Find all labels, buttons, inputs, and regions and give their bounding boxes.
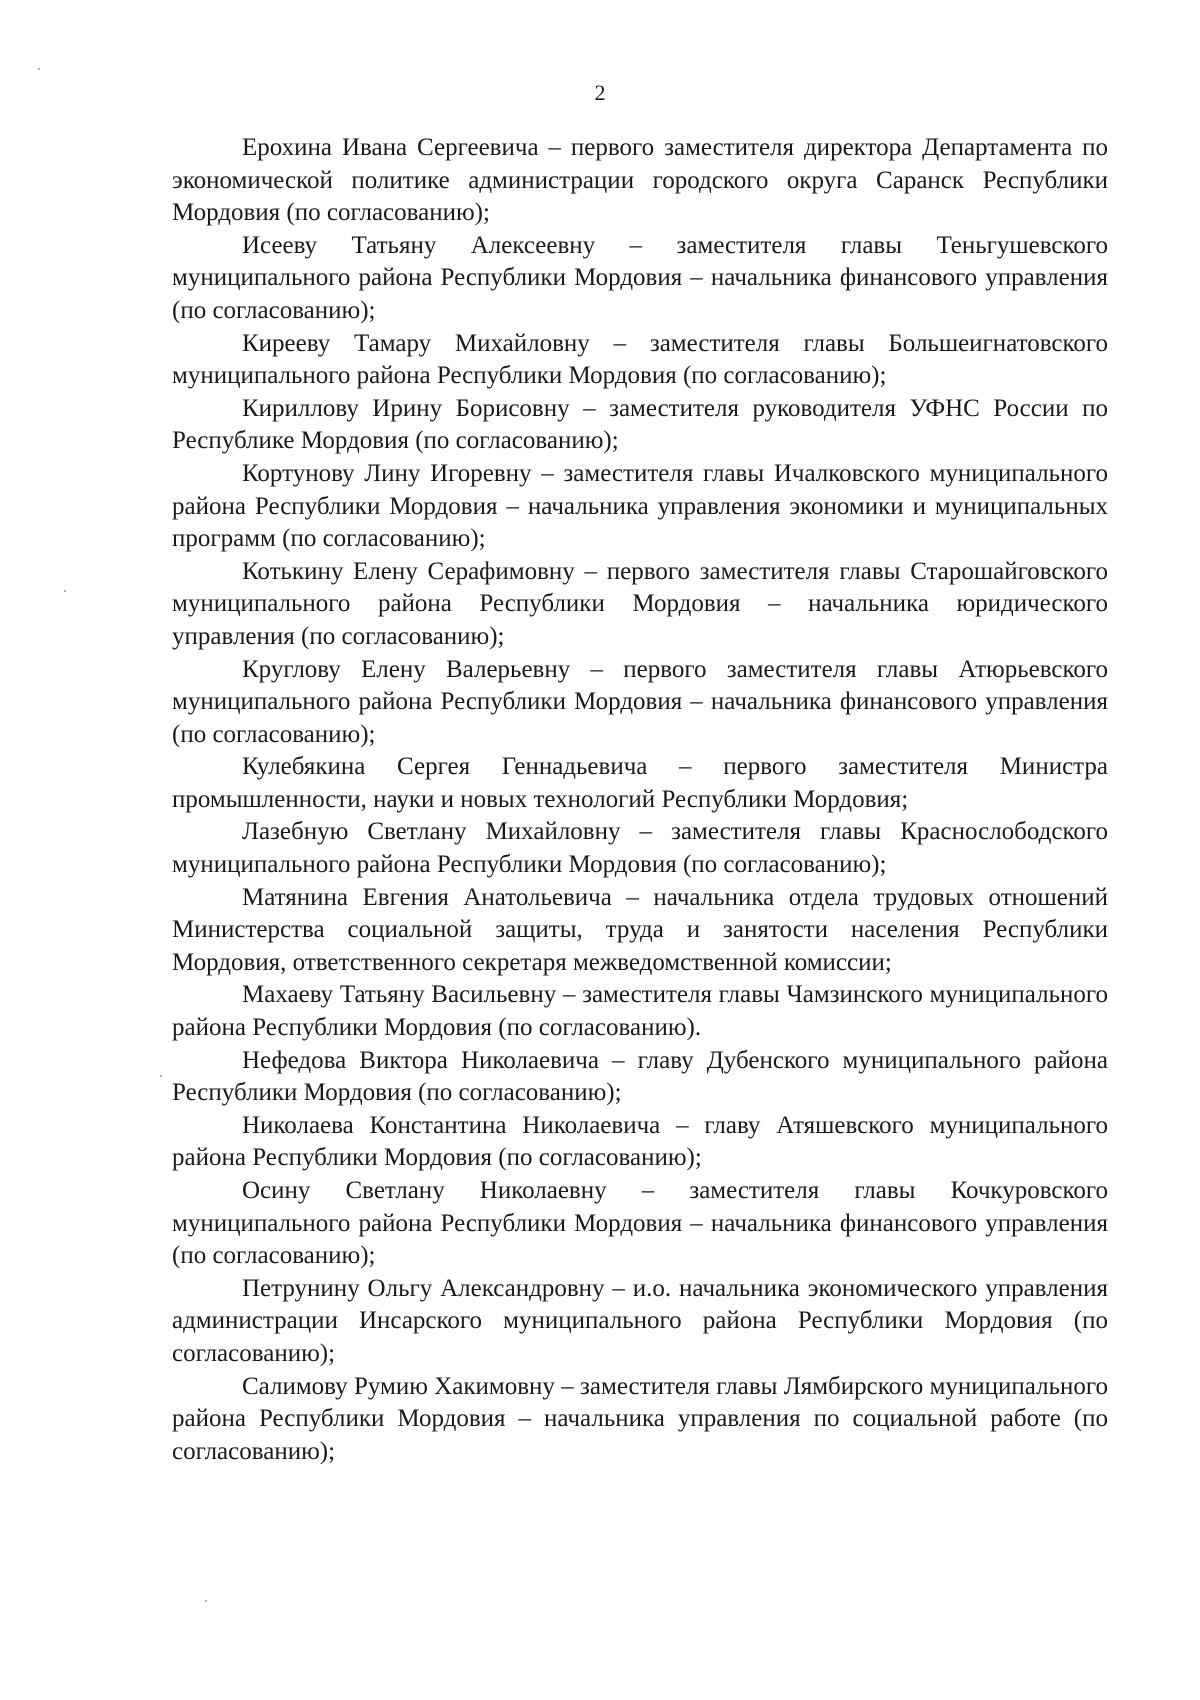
scan-speck bbox=[38, 68, 40, 70]
scan-speck bbox=[205, 1600, 207, 1602]
list-item: Круглову Елену Валерьевну – первого заместителя главы Атюрьевского муниципального района Республики Мордовия – начальника финансового управления (по согласованию); bbox=[172, 655, 1108, 748]
list-item: Кирееву Тамару Михайловну – заместителя главы Большеигнатовского муниципального района Республики Мордовия (по согласованию); bbox=[172, 329, 1108, 390]
list-item: Николаева Константина Николаевича – главу Атяшевского муниципального района Республики Мордовия (по согласованию); bbox=[172, 1111, 1108, 1172]
member-list bbox=[172, 132, 1108, 1468]
list-item: Матянина Евгения Анатольевича – начальника отдела трудовых отношений Министерства социальной защиты, труда и занятости населения Республики Мордовия, ответственного секретаря межведомственной комиссии; bbox=[172, 883, 1108, 976]
list-item: Ерохина Ивана Сергеевича – первого заместителя директора Департамента по экономической политике администрации городского округа Саранск Республики Мордовия (по согласованию); bbox=[172, 134, 1108, 227]
scan-speck bbox=[64, 590, 66, 592]
list-item: Нефедова Виктора Николаевича – главу Дубенского муниципального района Республики Мордовия (по согласованию); bbox=[172, 1046, 1108, 1107]
list-item: Кулебякина Сергея Геннадьевича – первого заместителя Министра промышленности, науки и новых технологий Республики Мордовия; bbox=[172, 753, 1108, 813]
list-item: Махаеву Татьяну Васильевну – заместителя главы Чамзинского муниципального района Республики Мордовия (по согласованию). bbox=[172, 981, 1108, 1042]
list-item: Кортунову Лину Игоревну – заместителя главы Ичалковского муниципального района Республики Мордовия – начальника управления экономики и муниципальных программ (по согласованию); bbox=[172, 459, 1108, 553]
list-item: Кириллову Ирину Борисовну – заместителя руководителя УФНС России по Республике Мордовия (по согласованию); bbox=[172, 394, 1108, 455]
scan-speck bbox=[160, 1075, 162, 1077]
list-item: Петрунину Ольгу Александровну – и.о. начальника экономического управления администрации Инсарского муниципального района Республики Мордовия (по согласованию); bbox=[172, 1274, 1108, 1367]
list-item: Салимову Румию Хакимовну – заместителя главы Лямбирского муниципального района Республики Мордовия – начальника управления по социальной работе (по согласованию); bbox=[172, 1372, 1108, 1465]
list-item: Исееву Татьяну Алексеевну – заместителя главы Теньгушевского муниципального района Республики Мордовия – начальника финансового управления (по согласованию); bbox=[172, 231, 1108, 324]
list-item: Осину Светлану Николаевну – заместителя главы Кочкуровского муниципального района Республики Мордовия – начальника финансового управления (по согласованию); bbox=[172, 1177, 1108, 1270]
list-item: Котькину Елену Серафимовну – первого заместителя главы Старошайговского муниципального района Республики Мордовия – начальника юридического управления (по согласованию); bbox=[172, 557, 1108, 650]
list-item: Лазебную Светлану Михайловну – заместителя главы Краснослободского муниципального района Республики Мордовия (по согласованию); bbox=[172, 818, 1108, 879]
page-number: 2 bbox=[594, 80, 606, 105]
